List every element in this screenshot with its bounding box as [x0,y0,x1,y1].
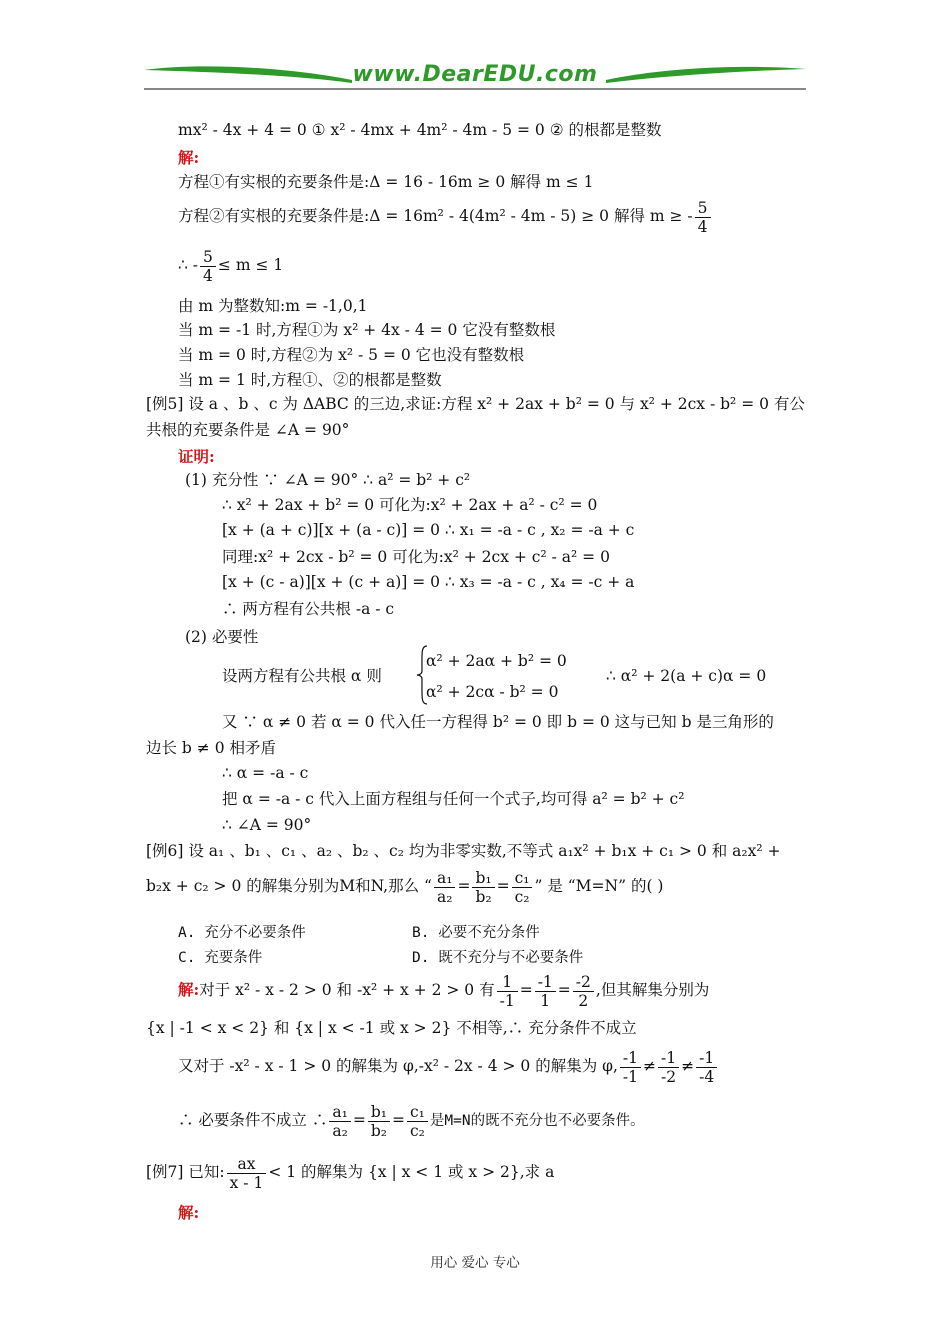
fraction-den: -1 [622,1067,639,1086]
fraction-num: c₁ [407,1103,428,1122]
fraction [497,973,518,1010]
text-line: 当 m = -1 时,方程①为 x² + 4x - 4 = 0 它没有整数根 [178,321,556,339]
text-line: 又 ∵ α ≠ 0 若 α = 0 代入任一方程得 b² = 0 即 b = 0 这与已知 b 是三角形的 [222,713,774,731]
fraction-den: x - 1 [229,1173,264,1192]
example-heading [146,1152,554,1192]
eq-sign: = [352,1111,366,1129]
text-line: 共根的充要条件是 ∠A = 90° [146,421,350,439]
text-line [178,197,713,236]
fraction-num: 1 [497,973,518,992]
example-heading: [例5] 设 a 、b 、c 为 ΔABC 的三边,求证:方程 x² + 2ax + b² = 0 与 x² + 2cx - b² = 0 有公 [146,395,805,413]
text-line: [x + (a + c)][x + (a - c)] = 0 ∴ x₁ = -a - c , x₂ = -a + c [222,521,635,539]
fraction-den: -2 [661,1067,677,1086]
page-footer: 用心 爱心 专心 [430,1255,520,1271]
solution-label: 解: [178,148,200,167]
fraction-num: -1 [658,1049,679,1068]
solution-label: 解: [178,980,200,999]
text-line [178,970,709,1010]
fraction [620,1049,641,1086]
proof-label: 证明: [178,447,215,466]
fraction-num: a₁ [434,869,455,888]
eq-sign: = [457,877,471,895]
text-span: ∴ - [178,256,199,274]
fraction-num: b₁ [472,869,494,888]
text-span: 方程②有实根的充要条件是:Δ = 16m² - 4(4m² - 4m - 5) ≥ 0 解得 m ≥ - [178,207,693,225]
solution-label: 解: [178,1203,200,1222]
fraction-num: -1 [535,973,556,992]
fraction [368,1103,390,1140]
fraction [573,973,594,1010]
ne-sign: ≠ [681,1057,695,1075]
problem-line: mx² - 4x + 4 = 0 ① x² - 4mx + 4m² - 4m - 5 = 0 ② 的根都是整数 [178,121,662,139]
fraction-num: -1 [620,1049,641,1068]
text-span: ≤ m ≤ 1 [217,256,284,274]
fraction [407,1103,428,1140]
fraction-num: 5 [200,248,216,267]
ne-sign: ≠ [643,1057,657,1075]
eq-sign: = [557,981,571,999]
text-line: ∴ 两方程有公共根 -a - c [222,600,395,618]
text-span: [例7] 已知: [146,1163,225,1181]
fraction-den: a₂ [332,1121,348,1140]
option-b[interactable]: B. 必要不充分条件 [412,925,540,941]
text-line: (1) 充分性 ∵ ∠A = 90° ∴ a² = b² + c² [185,471,471,489]
fraction-den: 4 [203,266,213,285]
text-line: 方程①有实根的充要条件是:Δ = 16 - 16m ≥ 0 解得 m ≤ 1 [178,173,594,191]
fraction [512,869,533,906]
fraction [695,199,711,236]
fraction [535,973,556,1010]
option-d[interactable]: D. 既不充分与不必要条件 [412,950,584,966]
text-line: 当 m = 1 时,方程①、②的根都是整数 [178,371,442,389]
text-line: 把 α = -a - c 代入上面方程组与任何一个式子,均可得 a² = b² + c² [222,790,685,808]
text-line [146,866,663,906]
text-span: 对于 x² - x - 2 > 0 和 -x² + x + 2 > 0 有 [199,981,495,999]
fraction-den: b₂ [370,1121,387,1140]
text-line: 由 m 为整数知:m = -1,0,1 [178,297,368,315]
fraction-den: a₂ [436,887,453,906]
fraction-den: 2 [578,991,589,1010]
option-c[interactable]: C. 充要条件 [178,950,263,966]
system-eq-1: α² + 2aα + b² = 0 [426,652,567,670]
text-line: 同理:x² + 2cx - b² = 0 可化为:x² + 2cx + c² - a² = 0 [222,548,610,566]
text-span: ,但其解集分别为 [595,981,710,999]
text-line: 设两方程有公共根 α 则 [222,667,382,685]
text-span: 是M=N的既不充分也不必要条件。 [429,1113,645,1129]
fraction [658,1049,679,1086]
fraction-num: c₁ [512,869,533,888]
text-line: [x + (c - a)][x + (c + a)] = 0 ∴ x₃ = -a - c , x₄ = -c + a [222,573,635,591]
text-line: ∴ α = -a - c [222,764,309,782]
fraction [696,1049,717,1086]
fraction [200,248,216,285]
text-line: 当 m = 0 时,方程②为 x² - 5 = 0 它也没有整数根 [178,346,525,364]
fraction-num: ax [227,1155,267,1174]
text-line [178,1100,645,1141]
fraction [329,1103,350,1140]
eq-sign: = [391,1111,405,1129]
fraction-den: c₂ [514,887,530,906]
fraction-num: -2 [573,973,594,992]
eq-sign: = [519,981,533,999]
text-line [178,1046,719,1086]
text-line: ∴ α² + 2(a + c)α = 0 [606,667,767,685]
text-span: < 1 的解集为 {x | x < 1 或 x > 2},求 a [268,1163,555,1181]
site-title[interactable]: www.DearEDU.com [352,62,598,87]
text-line: ∴ ∠A = 90° [222,816,312,834]
fraction-den: b₂ [475,887,492,906]
fraction-num: -1 [696,1049,717,1068]
site-header [142,60,808,94]
text-line: {x | -1 < x < 2} 和 {x | x < -1 或 x > 2} 不相等,∴ 充分条件不成立 [146,1019,637,1037]
text-line [178,246,283,285]
text-line: (2) 必要性 [185,628,259,646]
fraction-den: -1 [499,991,515,1010]
text-span: b₂x + c₂ > 0 的解集分别为M和N,那么 “ [146,877,432,895]
fraction [434,869,455,906]
fraction-den: 4 [697,217,708,236]
fraction-num: 5 [695,199,711,218]
example-heading: [例6] 设 a₁ 、b₁ 、c₁ 、a₂ 、b₂ 、c₂ 均为非零实数,不等式 a₁x² + b₁x + c₁ > 0 和 a₂x² + [146,842,781,860]
text-line: 边长 b ≠ 0 相矛盾 [146,739,276,757]
fraction-num: b₁ [368,1103,390,1122]
fraction-den: -4 [699,1067,715,1086]
fraction-num: a₁ [329,1103,350,1122]
fraction-den: 1 [540,991,551,1010]
fraction [472,869,494,906]
text-span: 又对于 -x² - x - 1 > 0 的解集为 φ,-x² - 2x - 4 > 0 的解集为 φ, [178,1057,618,1075]
text-span: ∴ 必要条件不成立 ∴ [178,1111,328,1129]
eq-sign: = [496,877,510,895]
text-span: ” 是 “M=N” 的( ) [534,877,664,895]
system-eq-2: α² + 2cα - b² = 0 [426,683,559,701]
text-line: ∴ x² + 2ax + b² = 0 可化为:x² + 2ax + a² - c² = 0 [222,496,598,514]
option-a[interactable]: A. 充分不必要条件 [178,925,306,941]
fraction-den: c₂ [409,1121,425,1140]
fraction [227,1155,267,1192]
